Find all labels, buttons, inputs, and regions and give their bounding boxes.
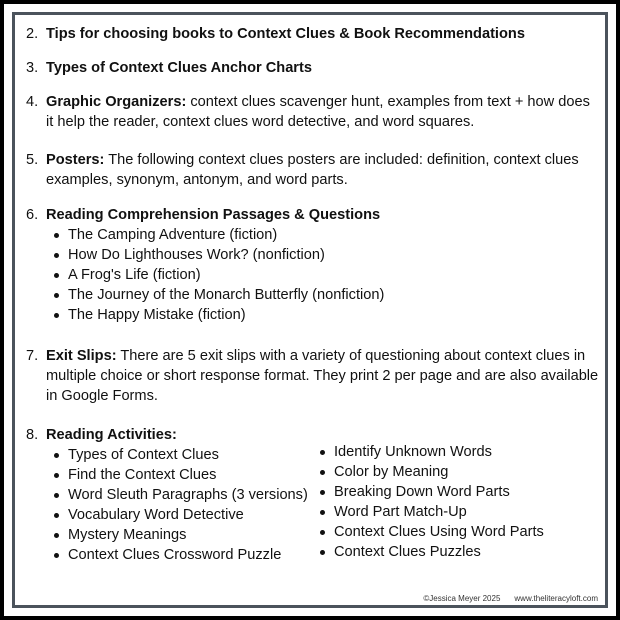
bullet-icon	[54, 453, 59, 458]
item-number: 7.	[26, 348, 39, 364]
item-7	[26, 346, 600, 406]
list-item: Breaking Down Word Parts	[312, 482, 544, 502]
list-item: A Frog's Life (fiction)	[46, 265, 600, 285]
bullet-icon	[54, 513, 59, 518]
list-item: The Camping Adventure (fiction)	[46, 225, 600, 245]
bullet-icon	[320, 470, 325, 475]
item-text: There are 5 exit slips with a variety of questioning about context clues in multiple choice or short response format. They print 2 per page and are also available in Google Forms.	[46, 348, 599, 404]
item-title: Graphic Organizers:	[46, 94, 187, 110]
bullet-icon	[54, 233, 59, 238]
item-number: 5.	[26, 152, 39, 168]
list-item: Identify Unknown Words	[312, 442, 544, 462]
item-text: context clues scavenger hunt, examples from text + how does it help the reader, context clues word detective, and word squares.	[46, 94, 590, 130]
list-item: Find the Context Clues	[46, 465, 600, 485]
item-number: 6.	[26, 207, 39, 223]
bullet-icon	[54, 553, 59, 558]
list-item: Word Sleuth Paragraphs (3 versions)	[46, 485, 600, 505]
bullet-icon	[320, 490, 325, 495]
bullet-icon	[320, 450, 325, 455]
bullet-icon	[320, 550, 325, 555]
bullet-icon	[54, 533, 59, 538]
item-text: The following context clues posters are included: definition, context clues examples, synonym, antonym, and word parts.	[46, 152, 579, 188]
list-item: Word Part Match-Up	[312, 502, 544, 522]
item-5	[26, 150, 600, 190]
activities-list-right	[312, 442, 544, 562]
list-item: Types of Context Clues	[46, 445, 600, 465]
item-title: Reading Comprehension Passages & Questions	[46, 207, 381, 223]
item-title: Types of Context Clues Anchor Charts	[46, 60, 312, 76]
item-4	[26, 92, 600, 132]
item-3	[26, 58, 600, 78]
list-item: Context Clues Using Word Parts	[312, 522, 544, 542]
item-6	[26, 205, 600, 325]
list-item: Vocabulary Word Detective	[46, 505, 600, 525]
item-title: Exit Slips:	[46, 348, 117, 364]
list-item: Color by Meaning	[312, 462, 544, 482]
bullet-icon	[54, 253, 59, 258]
list-item: Context Clues Crossword Puzzle	[46, 545, 600, 565]
copyright-text: ©Jessica Meyer 2025	[423, 594, 501, 603]
website-link[interactable]: www.theliteracyloft.com	[514, 594, 598, 603]
list-item: Context Clues Puzzles	[312, 542, 544, 562]
passage-list	[46, 225, 600, 325]
item-number: 2.	[26, 26, 39, 42]
item-number: 3.	[26, 60, 39, 76]
bullet-icon	[54, 493, 59, 498]
list-item: How Do Lighthouses Work? (nonfiction)	[46, 245, 600, 265]
item-number: 8.	[26, 427, 39, 443]
bullet-icon	[54, 313, 59, 318]
footer	[423, 594, 598, 603]
item-title: Reading Activities:	[46, 427, 177, 443]
list-item: Mystery Meanings	[46, 525, 600, 545]
item-title: Tips for choosing books to Context Clues & Book Recommendations	[46, 26, 525, 42]
list-item: The Journey of the Monarch Butterfly (nonfiction)	[46, 285, 600, 305]
bullet-icon	[54, 273, 59, 278]
item-2	[26, 24, 600, 44]
list-item: The Happy Mistake (fiction)	[46, 305, 600, 325]
item-title: Posters:	[46, 152, 105, 168]
item-number: 4.	[26, 94, 39, 110]
bullet-icon	[320, 510, 325, 515]
bullet-icon	[320, 530, 325, 535]
bullet-icon	[54, 293, 59, 298]
bullet-icon	[54, 473, 59, 478]
